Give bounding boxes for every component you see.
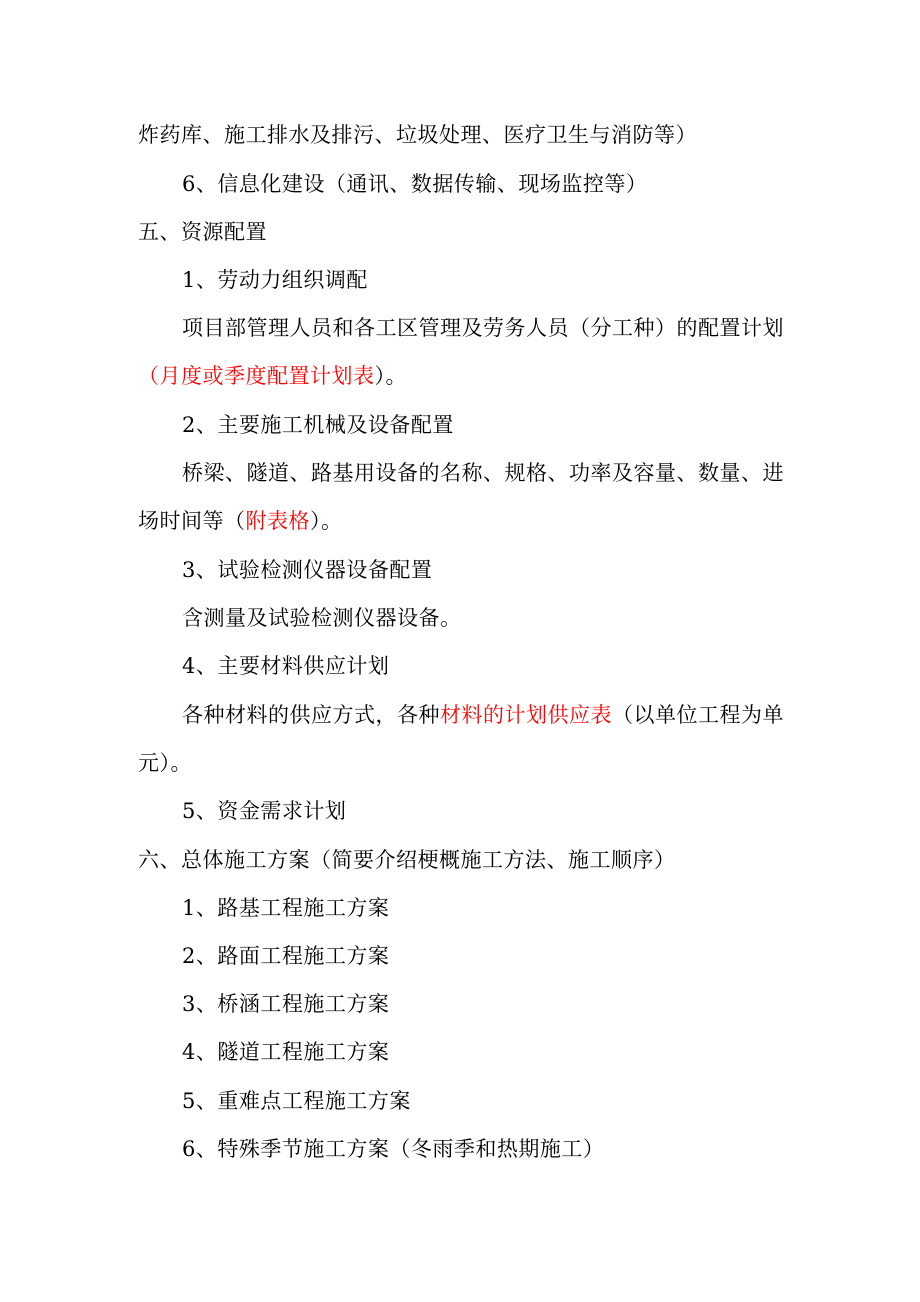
paragraph-text: 场时间等（ [138,509,246,533]
list-item-label: 3、桥涵工程施工方案 [182,992,390,1016]
paragraph-text: 桥梁、隧道、路基用设备的名称、规格、功率及容量、数量、进 [182,461,784,485]
list-item [0,941,920,971]
list-item-label: 2、路面工程施工方案 [182,944,390,968]
list-item [0,265,920,295]
list-item [0,555,920,585]
list-item-label: 5、重难点工程施工方案 [182,1089,411,1113]
list-item-label: 2、主要施工机械及设备配置 [182,413,454,437]
line-text: 炸药库、施工排水及排污、垃圾处理、医疗卫生与消防等） [138,123,697,147]
list-item [0,1134,920,1164]
list-item-label: 5、资金需求计划 [182,799,347,823]
paragraph-line [0,748,920,778]
section-heading [0,217,920,247]
paragraph-line [0,603,920,633]
list-item-label: 1、路基工程施工方案 [182,896,390,920]
paragraph-text: 各种材料的供应方式，各种 [182,703,440,727]
list-item [0,410,920,440]
paragraph-text: 含测量及试验检测仪器设备。 [182,606,462,630]
section-heading-label: 五、资源配置 [138,220,267,244]
paragraph-text: ）。 [310,509,343,533]
paragraph-text: （以单位工程为单 [612,703,784,727]
paragraph-text: 元）。 [138,751,192,775]
list-item [0,796,920,826]
list-item-label: 3、试验检测仪器设备配置 [182,558,433,582]
paragraph-line [0,700,920,730]
list-item-label: 1、劳动力组织调配 [182,268,368,292]
paragraph-text: （ [138,364,160,388]
list-item [0,169,920,199]
list-item [0,893,920,923]
paragraph-line [0,313,920,343]
list-item [0,1086,920,1116]
list-item-label: 6、特殊季节施工方案（冬雨季和热期施工） [182,1137,605,1161]
list-item [0,989,920,1019]
section-heading-label: 六、总体施工方案（简要介绍梗概施工方法、施工顺序） [138,848,676,872]
highlighted-text: 附表格 [245,509,310,533]
paragraph-line [0,506,920,536]
list-item-label: 6、信息化建设（通讯、数据传输、现场监控等） [182,172,648,196]
text-line [0,120,920,150]
highlighted-text: 材料的计划供应表 [440,703,612,727]
section-heading [0,845,920,875]
list-item [0,651,920,681]
paragraph-line [0,361,920,391]
paragraph-text: ）。 [374,364,407,388]
list-item-label: 4、主要材料供应计划 [182,654,390,678]
paragraph-line [0,458,920,488]
paragraph-text: 项目部管理人员和各工区管理及劳务人员（分工种）的配置计划 [182,316,784,340]
list-item-label: 4、隧道工程施工方案 [182,1040,390,1064]
list-item [0,1037,920,1067]
highlighted-text: 月度或季度配置计划表 [159,364,375,388]
